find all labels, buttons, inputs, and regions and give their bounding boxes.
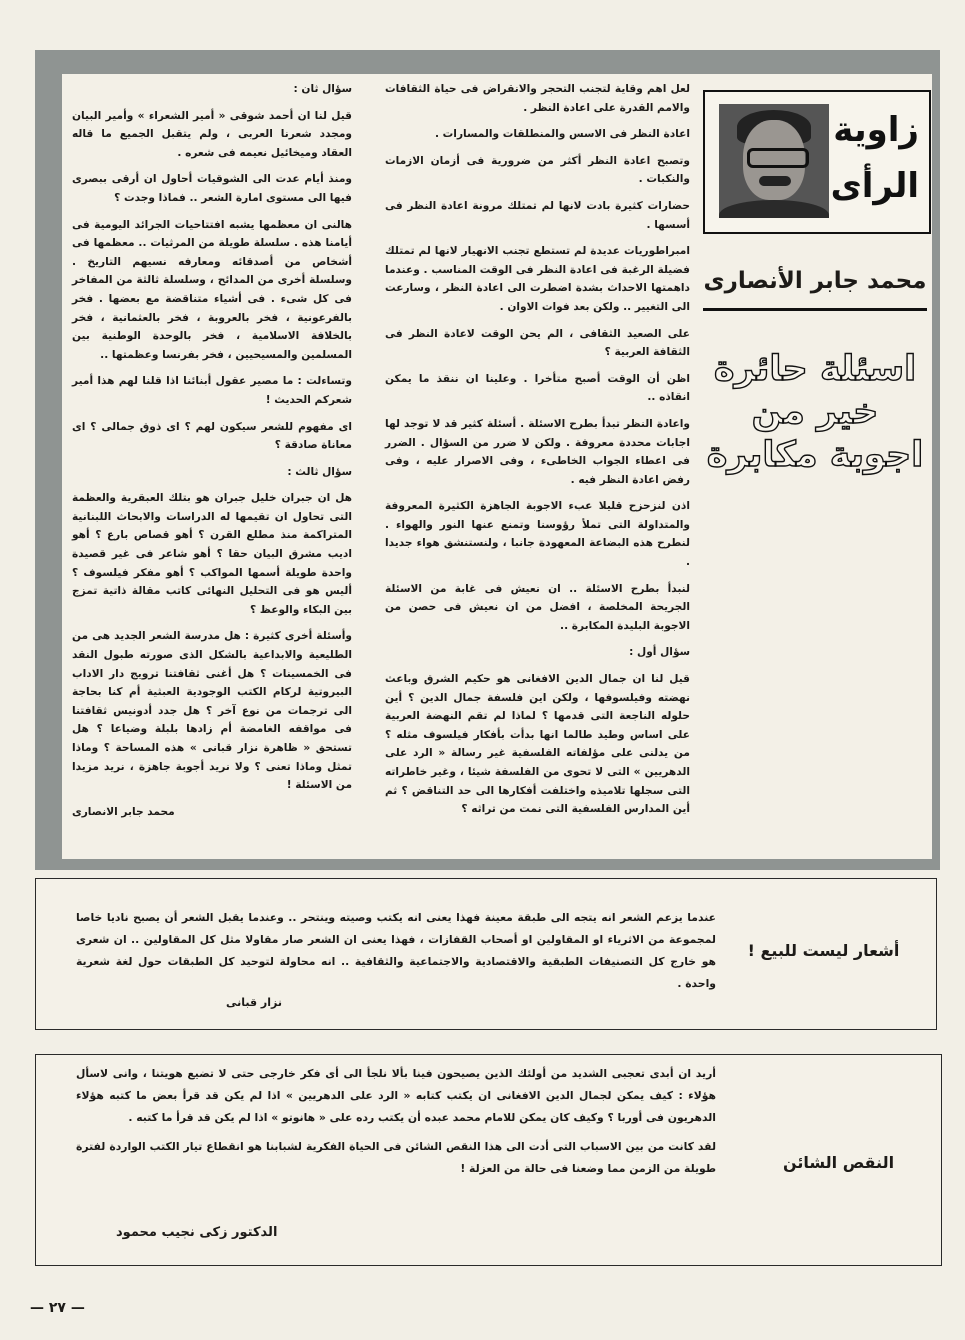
- paragraph: هالنى ان معظمها يشبه افتتاحيات الجرائد اليومية فى أيامنا هذه . سلسلة طويلة من المرثيات .. معظمها فى أشخاص من أصدقائه ومعارفه نسيهم التاريخ . وسلسلة أخرى من المدائح ، وسلسلة ثالثة من المفاخر فى كل شىء . فى أشياء متناقضة مع بعضها . فخر بالفرعونية ، فخر بالعروبة ، فخر بالعثمانية ، فخر بالخلافة الاسلامية ، فخر بالوحدة الوطنية بين المسلمين والمسيحيين ، فخر بفرنسا وعظمتها ..: [72, 218, 352, 361]
- quote-box-nizar: [35, 878, 937, 1030]
- paragraph: قيل لنا ان جمال الدين الافغانى هو حكيم الشرق وباعث نهضته وفيلسوفها ، ولكن اين فلسفة جمال الدين ؟ أين حلوله الناجعة التى قدمها ؟ لماذا لم تقم النهضة العربية على اساس وطيد طالما انها بدأت بأفكار فيلسوف مثله ؟ من يدلنى على مؤلفاته الفلسفية غير رسالة « الرد على الدهريين » التى لا تحوى من الفلسفة شيئا ، وغير خاطراته التى سجلها تلاميذه واختلفت أفكارها الى حد التناقض ؟ ثم أين المدارس الفلسفية التى نمت من تراثه ؟: [385, 673, 690, 816]
- paragraph: اى مفهوم للشعر سيكون لهم ؟ اى ذوق جمالى ؟ اى معاناة صادقة ؟: [72, 420, 352, 452]
- article-headline: اسئلة حائرة خير من اجوبة مكابرة: [706, 349, 924, 475]
- page-number: — ٢٧ —: [30, 1300, 85, 1316]
- paragraph: ومنذ أيام عدت الى الشوقيات أحاول ان أرقى ببصرى فيها الى مستوى امارة الشعر .. فماذا وجدت ؟: [72, 173, 352, 204]
- author-name: محمد جابر الأنصارى: [703, 268, 927, 294]
- paragraph: وتساءلت : ما مصير عقول أبنائنا اذا قلنا لهم هذا أمير شعركم الحديث !: [72, 375, 352, 406]
- quote-box-zaki: [35, 1054, 942, 1266]
- column-title: زاوية الرأى: [830, 110, 919, 206]
- author-portrait: [719, 104, 829, 218]
- paragraph: على الصعيد الثقافى ، الم يحن الوقت لاعادة النظر فى الثقافة العربية ؟: [385, 327, 690, 359]
- column-masthead: [703, 90, 931, 234]
- paragraph: لنبدأ بطرح الاسئلة .. ان نعيش فى غابة من الاسئلة الجريحة المخلصة ، افضل من ان نعيش فى حصن من الاجوبة البليدة المكابرة ..: [385, 582, 690, 632]
- paragraph: حضارات كثيرة بادت لانها لم تمتلك مرونة اعادة النظر فى أسسها .: [385, 199, 690, 231]
- paragraph: قيل لنا ان أحمد شوقى « أمير الشعراء » وأمير البيان ومجدد شعرنا العربى ، ولم يتقبل الجميع ما قاله العقاد وميخائيل نعيمه فى شعره .: [72, 109, 352, 159]
- paragraph: واعادة النظر تبدأ بطرح الاسئلة . أسئلة كثير قد لا توجد لها اجابات محددة معروفة . ولكن لا ضرر من السؤال . الضرر فى اعطاء الجواب الخاطىء ، وفى الاصرار عليه ، وفى رفض اعادة النظر فيه .: [385, 417, 690, 486]
- question-heading: سؤال ثالث :: [287, 465, 352, 478]
- quote-box-title: أشعار ليست للبيع !: [747, 941, 900, 960]
- divider: [703, 308, 927, 311]
- paragraph: وأسئلة أخرى كثيرة : هل مدرسة الشعر الجديد هى من الطليعية والابداعية بالشكل الذى صورته طبول النقد فى الخمسينات ؟ هل أغنى ثقافتنا ترويج دار الاداب البيروتية لركام الكتب الوجودية العبثية أم كنا بحاجة الى ترجمات من نوع آخر ؟ هل جدد أدونيس ثقافتنا فى مواقفه الغامضة أم زادها بلبلة وضياعا ؟ هل تستحق « ظاهرة نزار قبانى » هذه المساحة ؟ وماذا تمثل وماذا تعنى ؟ ولا نريد أجوبة جاهزة ، نريد مزيدا من الاسئلة !: [72, 630, 352, 792]
- paragraph: لعل اهم وقاية لتجنب التحجر والانقراض فى حياة الثقافات والامم القدرة على اعادة النظر .: [385, 83, 690, 114]
- paragraph: هل ان جبران خليل جبران هو بتلك العبقرية والعظمة التى تحاول ان تقيمها له الدراسات والابحاث اللبنانية المتراكمة منذ مطلع القرن ؟ أهو قصاص بارع ؟ أهو اديب مشرق البيان حقا ؟ أهو شاعر فى غير قصيدة واحدة طويلة أسمها المواكب ؟ أهو مفكر فيلسوف ؟ أليس هو فى التحليل النهائى كاتب مقالة ذاتية تمزج بين البكاء والوعظ ؟: [72, 492, 352, 616]
- paragraph: امبراطوريات عديدة لم تستطع تجنب الانهيار لانها لم تمتلك فضيلة الرغبة فى اعادة النظر فى الوقت المناسب . وعندما داهمتها الاحداث بشدة اضطرت الى اعادة النظر ، وسارعت الى التغيير .. ولكن بعد فوات الاوان .: [385, 245, 690, 313]
- question-heading: سؤال أول :: [629, 646, 690, 659]
- question-heading: سؤال ثان :: [293, 83, 352, 95]
- article-column-left: [72, 80, 352, 829]
- quote-text: [76, 1063, 716, 1187]
- article-signature: محمد جابر الانصارى: [72, 805, 175, 818]
- article-column-right: [385, 80, 690, 827]
- paragraph: اذن لنزحزح قليلا عبء الاجوبة الجاهزة الكثيرة المعروفة والمتداولة التى تملأ رؤوسنا وتمنع عنها النور والهواء . لنطرح هذه البضاعة المعهودة جانبا ، ولنستنشق هواء جديدا .: [385, 500, 690, 569]
- paragraph: اعادة النظر فى الاسس والمنطلقات والمسارات .: [434, 128, 690, 141]
- paragraph: أريد ان أبدى تعجبى الشديد من أولئك الذين يصيحون فينا بألا نلجأ الى أى فكر خارجى حتى لا تضيع هويتنا ، وانى لاسأل هؤلاء : كيف يمكن لجمال الدين الافغانى ان يكتب كتابه « الرد على الدهريين » اذا لم يكن قد قرأ بعض ما كتبه هؤلاء الدهريون فى أوربا ؟ وكيف كان يمكن للامام محمد عبده أن يكتب رده على « هانوتو » اذا لم يكن قد قرأ ما كتبه .: [76, 1067, 716, 1124]
- quote-signature: الدكتور زكى نجيب محمود: [116, 1225, 278, 1240]
- quote-text: عندما يزعم الشعر انه يتجه الى طبقة معينة فهذا يعنى انه يكتب وصيته وينتحر .. وعندما يقبل الشعر أن يصبح ناديا خاصا لمجموعة من الاثرياء او المقاولين او أصحاب القفازات ، فهذا يعنى ان الشعر صار مقاولا مثل كل المقاولين .. ان شعرى هو خارج كل التصنيفات الطبقية والاقتصادية والاجتماعية والثقافية .. انه محاولة لتوحيد كل الطبقات حول لغة شعرية واحدة .: [76, 911, 716, 990]
- paragraph: وتصبح اعادة النظر أكثر من ضرورية فى أزمان الازمات والنكبات .: [385, 154, 690, 186]
- paragraph: لقد كانت من بين الاسباب التى أدت الى هذا النقص الشائن فى الحياة الفكرية لشبابنا هو انقطاع تيار الكتب الواردة لفترة طويلة من الزمن مما وضعنا فى حالة من العزلة !: [76, 1140, 716, 1175]
- quote-box-title: النقص الشائن: [782, 1153, 895, 1172]
- paragraph: اظن أن الوقت أصبح متأخرا . وعلينا ان ننقذ ما يمكن انقاذه ..: [385, 372, 690, 404]
- quote-signature: نزار قبانى: [226, 996, 282, 1009]
